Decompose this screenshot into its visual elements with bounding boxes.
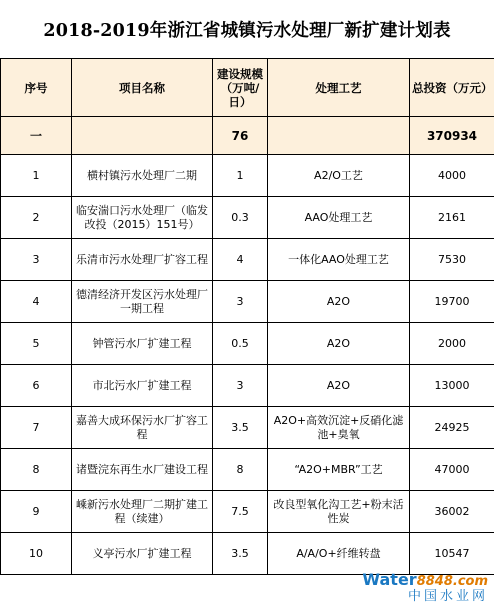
summary-investment: 370934 (410, 117, 494, 155)
page-title: 2018-2019年浙江省城镇污水处理厂新扩建计划表 (0, 0, 494, 59)
row-scale: 3.5 (213, 407, 268, 449)
header-name: 项目名称 (72, 59, 213, 117)
row-process: A2/O工艺 (268, 155, 410, 197)
row-investment: 24925 (410, 407, 494, 449)
row-investment: 7530 (410, 239, 494, 281)
table-row (1, 281, 494, 323)
row-process: A2O (268, 365, 410, 407)
watermark-chinese: 中国水业网 (407, 589, 488, 604)
table-row (1, 197, 494, 239)
row-scale: 4 (213, 239, 268, 281)
table-row (1, 155, 494, 197)
row-process: A2O (268, 323, 410, 365)
row-seq: 8 (1, 449, 72, 491)
header-scale: 建设规模（万吨/日） (213, 59, 268, 117)
row-investment: 2161 (410, 197, 494, 239)
row-name: 钟管污水厂扩建工程 (72, 323, 213, 365)
row-scale: 3 (213, 365, 268, 407)
row-process: “A2O+MBR”工艺 (268, 449, 410, 491)
watermark-logo (362, 572, 488, 604)
table-row (1, 533, 494, 575)
row-name: 横村镇污水处理厂二期 (72, 155, 213, 197)
row-seq: 7 (1, 407, 72, 449)
row-investment: 47000 (410, 449, 494, 491)
row-scale: 3.5 (213, 533, 268, 575)
header-process: 处理工艺 (268, 59, 410, 117)
row-process: 一体化AAO处理工艺 (268, 239, 410, 281)
row-seq: 5 (1, 323, 72, 365)
row-name: 嵊新污水处理厂二期扩建工程（续建） (72, 491, 213, 533)
summary-seq: 一 (1, 117, 72, 155)
row-process: A2O+高效沉淀+反硝化滤池+臭氧 (268, 407, 410, 449)
row-process: AAO处理工艺 (268, 197, 410, 239)
header-seq: 序号 (1, 59, 72, 117)
row-investment: 19700 (410, 281, 494, 323)
row-name: 嘉善大成环保污水厂扩容工程 (72, 407, 213, 449)
table-row (1, 407, 494, 449)
row-scale: 0.3 (213, 197, 268, 239)
row-process: 改良型氧化沟工艺+粉末活性炭 (268, 491, 410, 533)
row-investment: 10547 (410, 533, 494, 575)
watermark-brand: Water (362, 570, 417, 589)
row-investment: 13000 (410, 365, 494, 407)
row-seq: 2 (1, 197, 72, 239)
row-scale: 3 (213, 281, 268, 323)
row-process: A/A/O+纤维转盘 (268, 533, 410, 575)
row-investment: 36002 (410, 491, 494, 533)
row-seq: 3 (1, 239, 72, 281)
header-row (1, 59, 494, 117)
row-name: 诸暨浣东再生水厂建设工程 (72, 449, 213, 491)
row-investment: 4000 (410, 155, 494, 197)
row-name: 临安湍口污水处理厂（临发改投（2015）151号） (72, 197, 213, 239)
watermark-number: 8848 (416, 574, 453, 589)
summary-row (1, 117, 494, 155)
table-row (1, 491, 494, 533)
table-row (1, 365, 494, 407)
row-name: 德清经济开发区污水处理厂一期工程 (72, 281, 213, 323)
table-row (1, 323, 494, 365)
row-scale: 0.5 (213, 323, 268, 365)
row-scale: 8 (213, 449, 268, 491)
row-scale: 1 (213, 155, 268, 197)
row-seq: 6 (1, 365, 72, 407)
table-row (1, 239, 494, 281)
plan-table (0, 58, 494, 575)
row-scale: 7.5 (213, 491, 268, 533)
row-name: 市北污水厂扩建工程 (72, 365, 213, 407)
row-seq: 10 (1, 533, 72, 575)
summary-process (268, 117, 410, 155)
row-name: 义亭污水厂扩建工程 (72, 533, 213, 575)
row-seq: 1 (1, 155, 72, 197)
row-process: A2O (268, 281, 410, 323)
row-investment: 2000 (410, 323, 494, 365)
table-row (1, 449, 494, 491)
watermark-suffix: .com (452, 574, 488, 589)
row-seq: 9 (1, 491, 72, 533)
summary-name (72, 117, 213, 155)
row-seq: 4 (1, 281, 72, 323)
row-name: 乐清市污水处理厂扩容工程 (72, 239, 213, 281)
summary-scale: 76 (213, 117, 268, 155)
header-investment: 总投资（万元） (410, 59, 494, 117)
